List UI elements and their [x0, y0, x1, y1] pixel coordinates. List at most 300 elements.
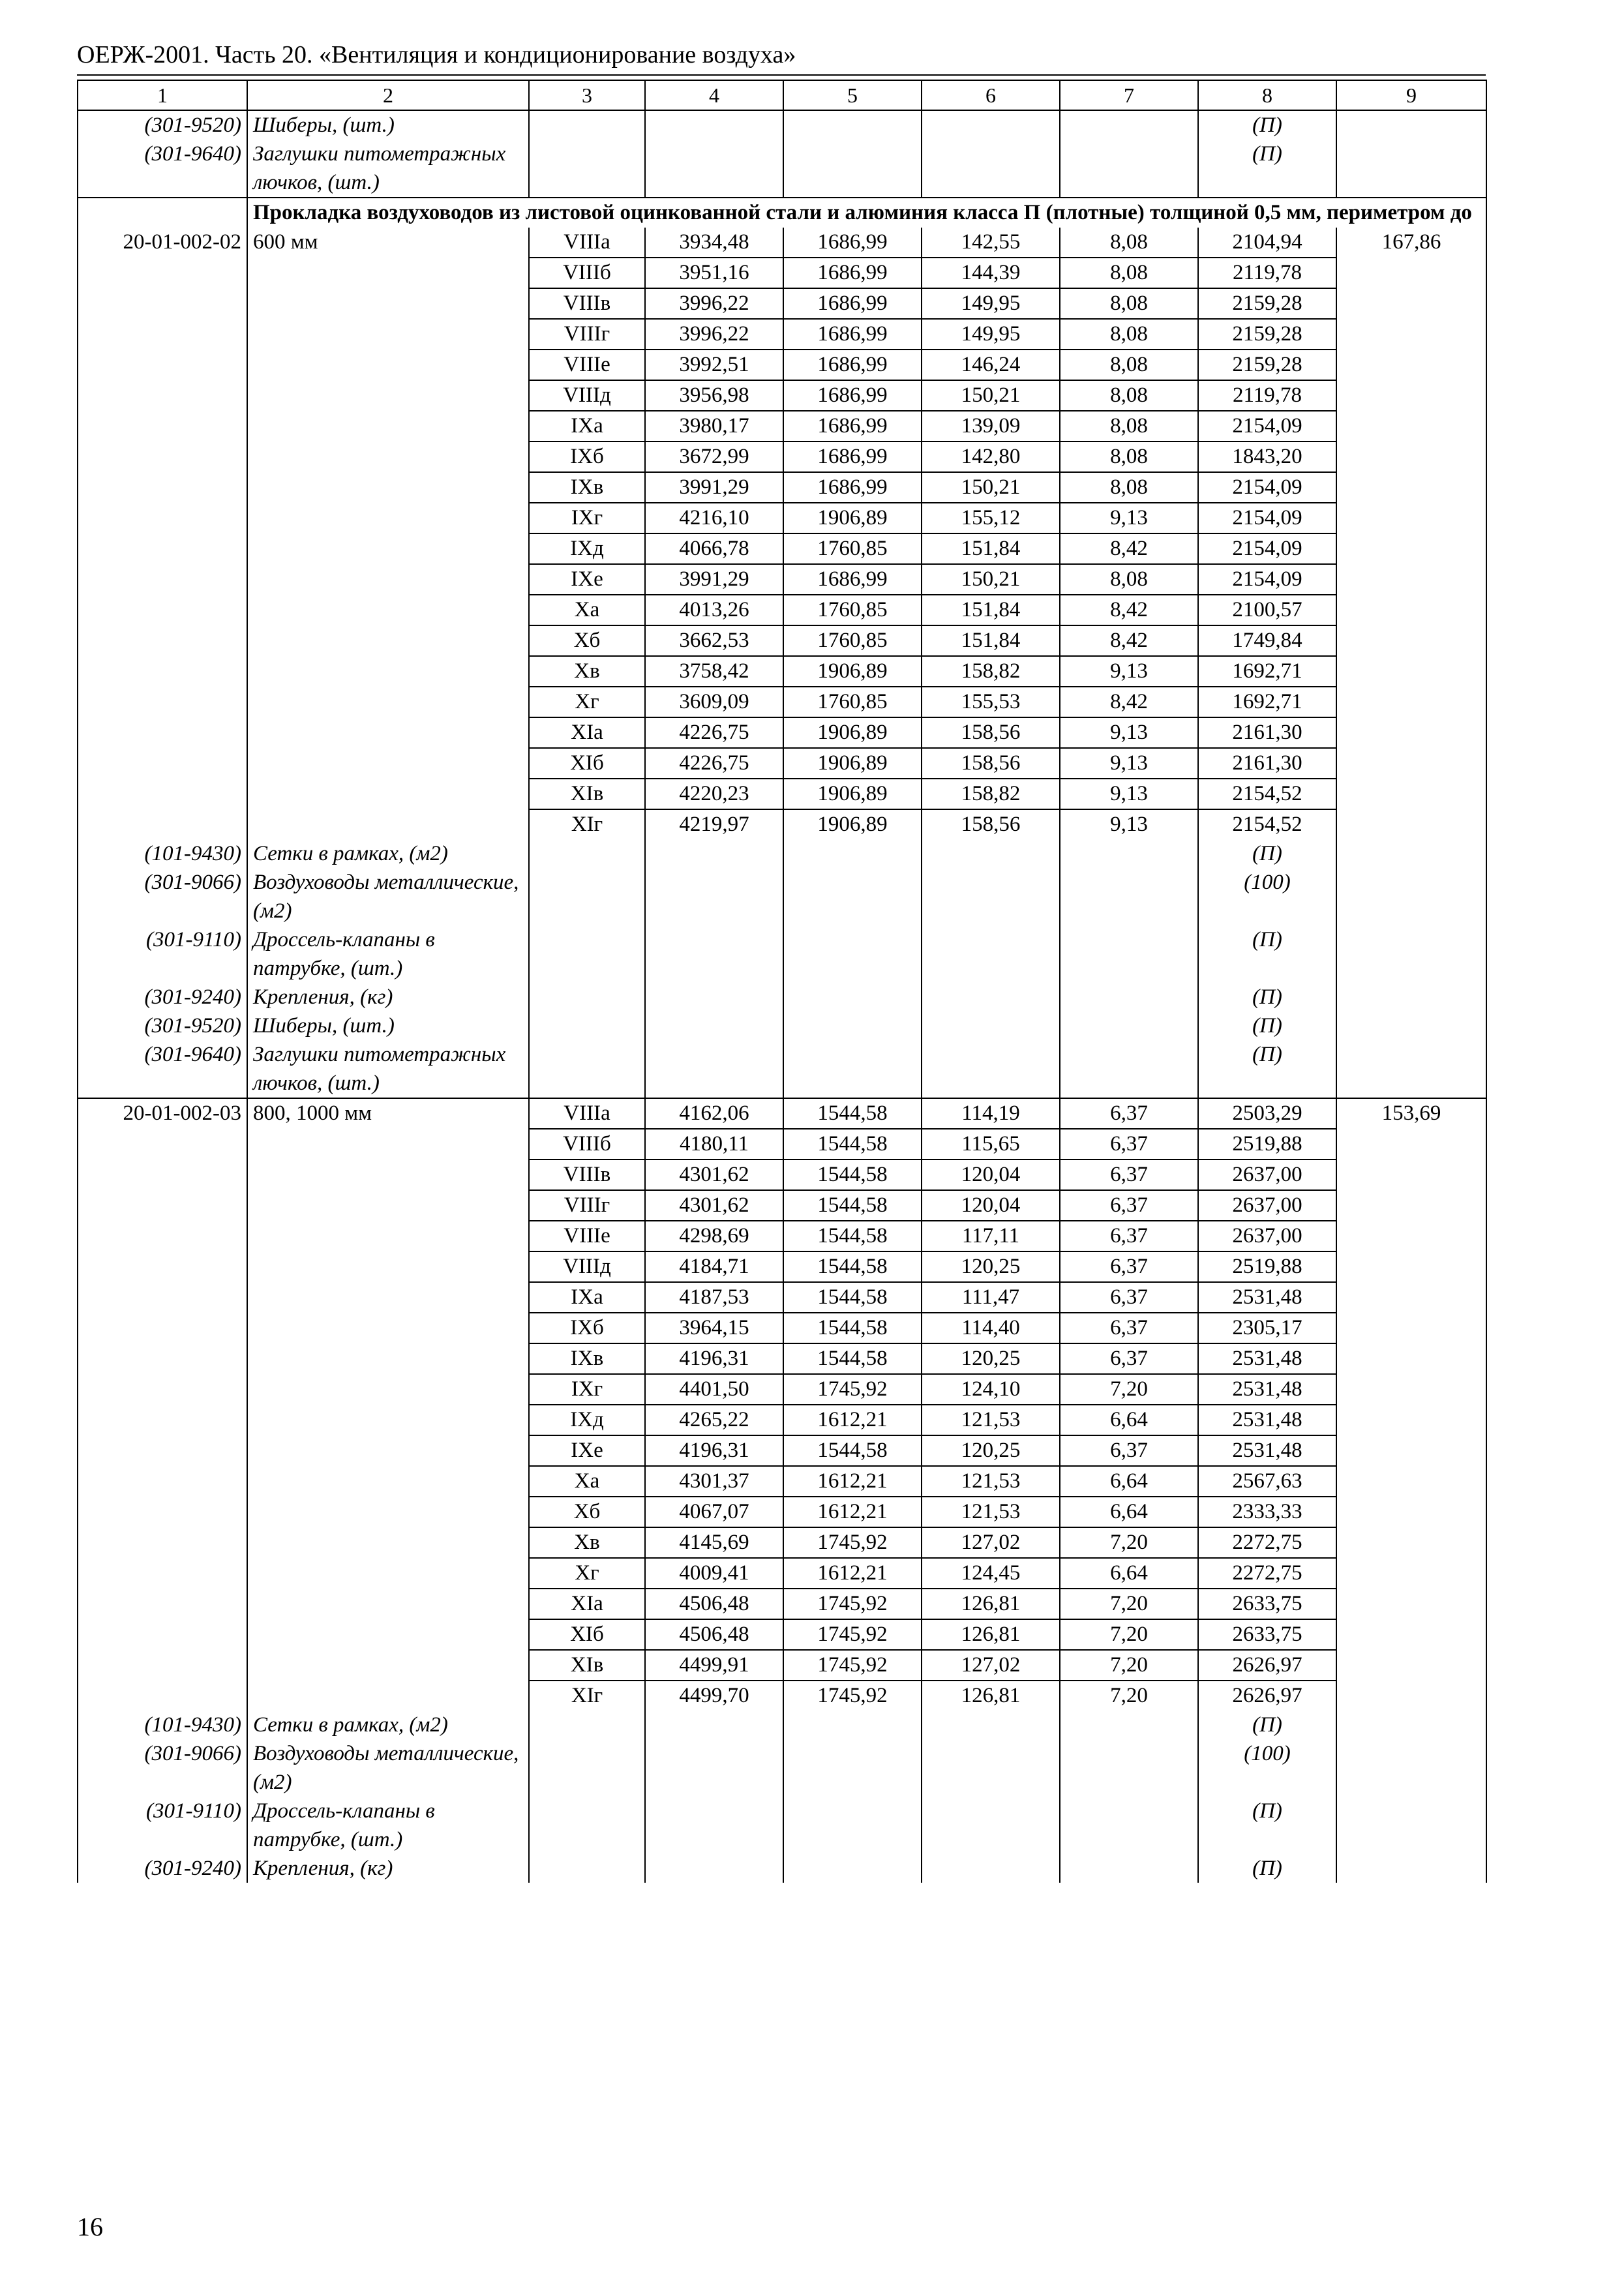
total-cost-cell: 3992,51 [645, 350, 783, 380]
labor-cell [1336, 1159, 1486, 1190]
machines-cell: 150,21 [922, 380, 1060, 411]
machines-cell: 124,10 [922, 1374, 1060, 1405]
name-cell [247, 503, 529, 533]
materials-cell: 2154,52 [1198, 779, 1336, 809]
driver-wages-cell: 6,37 [1060, 1435, 1198, 1466]
wages-cell: 1745,92 [783, 1681, 922, 1711]
materials-cell: 2272,75 [1198, 1558, 1336, 1589]
labor-cell [1336, 1251, 1486, 1282]
labor-cell [1336, 839, 1486, 868]
wages-cell [783, 1797, 922, 1854]
labor-cell [1336, 110, 1486, 140]
rate-row [78, 809, 1486, 839]
total-cost-cell: 3662,53 [645, 625, 783, 656]
machines-cell: 149,95 [922, 319, 1060, 350]
total-cost-cell: 3980,17 [645, 411, 783, 441]
driver-wages-cell [1060, 1854, 1198, 1883]
total-cost-cell: 4220,23 [645, 779, 783, 809]
labor-cell [1336, 1466, 1486, 1497]
code-cell [78, 1129, 247, 1159]
driver-wages-cell [1060, 1040, 1198, 1098]
machines-cell: 127,02 [922, 1650, 1060, 1681]
machines-cell [922, 868, 1060, 925]
labor-cell [1336, 319, 1486, 350]
materials-cell: 2119,78 [1198, 258, 1336, 288]
machines-cell: 114,19 [922, 1098, 1060, 1129]
code-cell [78, 1650, 247, 1681]
code-cell: (301-9110) [78, 1797, 247, 1854]
materials-cell: (П) [1198, 1040, 1336, 1098]
code-cell: (301-9520) [78, 1011, 247, 1040]
code-cell [78, 779, 247, 809]
total-cost-cell: 4162,06 [645, 1098, 783, 1129]
driver-wages-cell: 8,42 [1060, 595, 1198, 625]
machines-cell: 120,25 [922, 1343, 1060, 1374]
zone-cell [529, 925, 645, 983]
running-header: ОЕРЖ-2001. Часть 20. «Вентиляция и кондиционирование воздуха» [77, 41, 796, 68]
code-cell: 20-01-002-03 [78, 1098, 247, 1129]
driver-wages-cell: 7,20 [1060, 1589, 1198, 1619]
wages-cell: 1686,99 [783, 258, 922, 288]
code-cell [78, 1313, 247, 1343]
code-cell: 20-01-002-02 [78, 228, 247, 258]
zone-cell: XIб [529, 748, 645, 779]
materials-cell: 2119,78 [1198, 380, 1336, 411]
driver-wages-cell [1060, 925, 1198, 983]
zone-cell: IXд [529, 1405, 645, 1435]
rate-row [78, 1098, 1486, 1129]
zone-cell [529, 110, 645, 140]
wages-cell: 1906,89 [783, 779, 922, 809]
rate-row [78, 1527, 1486, 1558]
materials-cell: 2567,63 [1198, 1466, 1336, 1497]
material-row [78, 925, 1486, 983]
total-cost-cell: 3951,16 [645, 258, 783, 288]
zone-cell: IXв [529, 1343, 645, 1374]
machines-cell [922, 1011, 1060, 1040]
code-cell [78, 1190, 247, 1221]
wages-cell: 1906,89 [783, 809, 922, 839]
rates-table [77, 80, 1487, 1883]
machines-cell [922, 839, 1060, 868]
materials-cell: 2531,48 [1198, 1282, 1336, 1313]
rate-row [78, 1435, 1486, 1466]
wages-cell [783, 1739, 922, 1797]
code-cell [78, 1374, 247, 1405]
total-cost-cell: 3996,22 [645, 319, 783, 350]
driver-wages-cell: 6,37 [1060, 1313, 1198, 1343]
zone-cell: VIIIа [529, 228, 645, 258]
driver-wages-cell: 8,42 [1060, 533, 1198, 564]
name-cell [247, 380, 529, 411]
column-header: 7 [1060, 80, 1198, 110]
machines-cell: 151,84 [922, 533, 1060, 564]
name-cell [247, 1282, 529, 1313]
wages-cell: 1906,89 [783, 748, 922, 779]
materials-cell: 2531,48 [1198, 1435, 1336, 1466]
driver-wages-cell: 8,42 [1060, 687, 1198, 717]
materials-cell: (П) [1198, 1011, 1336, 1040]
wages-cell: 1544,58 [783, 1313, 922, 1343]
code-cell [78, 1159, 247, 1190]
rate-row [78, 564, 1486, 595]
zone-cell: VIIIб [529, 1129, 645, 1159]
total-cost-cell: 4067,07 [645, 1497, 783, 1527]
wages-cell: 1745,92 [783, 1650, 922, 1681]
total-cost-cell: 4499,70 [645, 1681, 783, 1711]
rate-row [78, 503, 1486, 533]
wages-cell [783, 1854, 922, 1883]
labor-cell [1336, 1374, 1486, 1405]
machines-cell: 117,11 [922, 1221, 1060, 1251]
rate-row [78, 1589, 1486, 1619]
labor-cell [1336, 687, 1486, 717]
name-cell [247, 1619, 529, 1650]
material-row [78, 1040, 1486, 1098]
name-cell: Крепления, (кг) [247, 1854, 529, 1883]
materials-cell: 2154,09 [1198, 533, 1336, 564]
total-cost-cell: 4013,26 [645, 595, 783, 625]
zone-cell: XIа [529, 717, 645, 748]
total-cost-cell: 3991,29 [645, 564, 783, 595]
wages-cell: 1760,85 [783, 595, 922, 625]
total-cost-cell [645, 1854, 783, 1883]
zone-cell: XIг [529, 1681, 645, 1711]
zone-cell: IXб [529, 1313, 645, 1343]
column-header: 2 [247, 80, 529, 110]
name-cell [247, 1527, 529, 1558]
materials-cell: 1843,20 [1198, 441, 1336, 472]
machines-cell [922, 140, 1060, 198]
machines-cell [922, 925, 1060, 983]
machines-cell: 151,84 [922, 625, 1060, 656]
zone-cell: XIа [529, 1589, 645, 1619]
column-number-row [78, 80, 1486, 110]
code-cell [78, 1527, 247, 1558]
driver-wages-cell [1060, 839, 1198, 868]
rate-row [78, 1650, 1486, 1681]
labor-cell [1336, 983, 1486, 1011]
rate-row [78, 1129, 1486, 1159]
zone-cell: VIIIб [529, 258, 645, 288]
labor-cell [1336, 656, 1486, 687]
wages-cell [783, 1040, 922, 1098]
wages-cell: 1612,21 [783, 1466, 922, 1497]
rate-row [78, 748, 1486, 779]
code-cell: (301-9066) [78, 1739, 247, 1797]
name-cell [247, 1374, 529, 1405]
name-cell [247, 411, 529, 441]
total-cost-cell: 4506,48 [645, 1619, 783, 1650]
labor-cell [1336, 411, 1486, 441]
total-cost-cell: 4219,97 [645, 809, 783, 839]
zone-cell: Xг [529, 1558, 645, 1589]
labor-cell [1336, 1221, 1486, 1251]
total-cost-cell: 3609,09 [645, 687, 783, 717]
name-cell [247, 1343, 529, 1374]
machines-cell: 158,56 [922, 717, 1060, 748]
labor-cell [1336, 380, 1486, 411]
code-cell: (101-9430) [78, 1711, 247, 1739]
labor-cell [1336, 1854, 1486, 1883]
name-cell: Сетки в рамках, (м2) [247, 1711, 529, 1739]
rate-row [78, 1313, 1486, 1343]
driver-wages-cell [1060, 868, 1198, 925]
labor-cell [1336, 1619, 1486, 1650]
code-cell [78, 258, 247, 288]
zone-cell [529, 1711, 645, 1739]
rate-row [78, 319, 1486, 350]
wages-cell: 1686,99 [783, 319, 922, 350]
name-cell [247, 1313, 529, 1343]
machines-cell: 121,53 [922, 1497, 1060, 1527]
labor-cell [1336, 140, 1486, 198]
material-row [78, 839, 1486, 868]
rate-row [78, 625, 1486, 656]
driver-wages-cell: 7,20 [1060, 1650, 1198, 1681]
machines-cell: 146,24 [922, 350, 1060, 380]
zone-cell: IXв [529, 472, 645, 503]
name-cell [247, 1251, 529, 1282]
materials-cell: 2272,75 [1198, 1527, 1336, 1558]
materials-cell: (П) [1198, 1854, 1336, 1883]
wages-cell: 1760,85 [783, 625, 922, 656]
materials-cell: 2531,48 [1198, 1405, 1336, 1435]
wages-cell [783, 110, 922, 140]
driver-wages-cell: 6,37 [1060, 1251, 1198, 1282]
total-cost-cell: 3758,42 [645, 656, 783, 687]
column-header: 8 [1198, 80, 1336, 110]
rate-row [78, 595, 1486, 625]
code-cell [78, 319, 247, 350]
name-cell [247, 779, 529, 809]
name-cell: 600 мм [247, 228, 529, 258]
labor-cell [1336, 1527, 1486, 1558]
section-spacer [78, 198, 247, 228]
name-cell [247, 625, 529, 656]
wages-cell: 1544,58 [783, 1343, 922, 1374]
rate-row [78, 441, 1486, 472]
wages-cell: 1544,58 [783, 1221, 922, 1251]
column-header: 6 [922, 80, 1060, 110]
total-cost-cell: 4499,91 [645, 1650, 783, 1681]
column-header: 9 [1336, 80, 1486, 110]
rate-row [78, 1343, 1486, 1374]
materials-cell: 2633,75 [1198, 1589, 1336, 1619]
materials-cell: 1692,71 [1198, 687, 1336, 717]
total-cost-cell [645, 110, 783, 140]
materials-cell: 2159,28 [1198, 288, 1336, 319]
machines-cell: 115,65 [922, 1129, 1060, 1159]
zone-cell: VIIIе [529, 1221, 645, 1251]
materials-cell: 2305,17 [1198, 1313, 1336, 1343]
rate-row [78, 1190, 1486, 1221]
labor-cell [1336, 564, 1486, 595]
machines-cell [922, 1739, 1060, 1797]
labor-cell [1336, 1129, 1486, 1159]
name-cell [247, 564, 529, 595]
rate-row [78, 1619, 1486, 1650]
name-cell: Заглушки питометражных лючков, (шт.) [247, 1040, 529, 1098]
machines-cell: 142,80 [922, 441, 1060, 472]
code-cell: (301-9640) [78, 1040, 247, 1098]
column-header: 1 [78, 80, 247, 110]
wages-cell [783, 983, 922, 1011]
zone-cell: IXг [529, 1374, 645, 1405]
driver-wages-cell: 8,08 [1060, 228, 1198, 258]
name-cell [247, 809, 529, 839]
rate-row [78, 1681, 1486, 1711]
zone-cell: Xб [529, 1497, 645, 1527]
code-cell [78, 1221, 247, 1251]
name-cell: Дроссель-клапаны в патрубке, (шт.) [247, 925, 529, 983]
labor-cell [1336, 1405, 1486, 1435]
zone-cell [529, 1797, 645, 1854]
driver-wages-cell: 9,13 [1060, 809, 1198, 839]
materials-cell: (П) [1198, 983, 1336, 1011]
driver-wages-cell: 9,13 [1060, 503, 1198, 533]
name-cell: Заглушки питометражных лючков, (шт.) [247, 140, 529, 198]
wages-cell: 1612,21 [783, 1497, 922, 1527]
materials-cell: 2626,97 [1198, 1650, 1336, 1681]
machines-cell: 120,04 [922, 1190, 1060, 1221]
rate-row [78, 380, 1486, 411]
labor-cell [1336, 595, 1486, 625]
material-row [78, 140, 1486, 198]
material-row [78, 1854, 1486, 1883]
total-cost-cell [645, 1040, 783, 1098]
driver-wages-cell: 7,20 [1060, 1681, 1198, 1711]
materials-cell: 2333,33 [1198, 1497, 1336, 1527]
labor-cell [1336, 809, 1486, 839]
materials-cell: (П) [1198, 839, 1336, 868]
materials-cell: 2154,52 [1198, 809, 1336, 839]
total-cost-cell [645, 1739, 783, 1797]
materials-cell: (100) [1198, 868, 1336, 925]
code-cell [78, 533, 247, 564]
wages-cell: 1612,21 [783, 1405, 922, 1435]
machines-cell: 121,53 [922, 1405, 1060, 1435]
zone-cell: Xа [529, 595, 645, 625]
zone-cell: Xб [529, 625, 645, 656]
wages-cell [783, 868, 922, 925]
machines-cell: 158,82 [922, 779, 1060, 809]
wages-cell: 1612,21 [783, 1558, 922, 1589]
total-cost-cell [645, 1711, 783, 1739]
code-cell [78, 1405, 247, 1435]
zone-cell [529, 1854, 645, 1883]
material-row [78, 983, 1486, 1011]
zone-cell: VIIIг [529, 319, 645, 350]
zone-cell: IXе [529, 1435, 645, 1466]
name-cell [247, 717, 529, 748]
total-cost-cell: 4401,50 [645, 1374, 783, 1405]
code-cell: (301-9240) [78, 983, 247, 1011]
driver-wages-cell [1060, 1011, 1198, 1040]
machines-cell: 120,25 [922, 1435, 1060, 1466]
material-row [78, 1011, 1486, 1040]
machines-cell: 158,56 [922, 748, 1060, 779]
materials-cell: (П) [1198, 1797, 1336, 1854]
materials-cell: 2154,09 [1198, 503, 1336, 533]
driver-wages-cell: 6,37 [1060, 1129, 1198, 1159]
total-cost-cell: 4009,41 [645, 1558, 783, 1589]
zone-cell: Xг [529, 687, 645, 717]
rate-row [78, 1282, 1486, 1313]
wages-cell: 1544,58 [783, 1251, 922, 1282]
machines-cell [922, 983, 1060, 1011]
machines-cell: 126,81 [922, 1681, 1060, 1711]
labor-cell [1336, 1343, 1486, 1374]
total-cost-cell [645, 1797, 783, 1854]
total-cost-cell [645, 839, 783, 868]
code-cell [78, 1466, 247, 1497]
rate-row [78, 228, 1486, 258]
total-cost-cell: 4506,48 [645, 1589, 783, 1619]
total-cost-cell: 4298,69 [645, 1221, 783, 1251]
driver-wages-cell: 8,08 [1060, 319, 1198, 350]
zone-cell [529, 140, 645, 198]
machines-cell [922, 1797, 1060, 1854]
labor-cell [1336, 1040, 1486, 1098]
materials-cell: 2531,48 [1198, 1374, 1336, 1405]
rate-row [78, 472, 1486, 503]
zone-cell [529, 1011, 645, 1040]
driver-wages-cell: 7,20 [1060, 1527, 1198, 1558]
total-cost-cell: 4301,62 [645, 1190, 783, 1221]
total-cost-cell: 4301,37 [645, 1466, 783, 1497]
rate-row [78, 656, 1486, 687]
header-rule [77, 74, 1486, 76]
code-cell [78, 288, 247, 319]
wages-cell: 1686,99 [783, 228, 922, 258]
material-row [78, 110, 1486, 140]
driver-wages-cell [1060, 140, 1198, 198]
code-cell [78, 1251, 247, 1282]
wages-cell: 1906,89 [783, 656, 922, 687]
zone-cell: XIв [529, 1650, 645, 1681]
machines-cell: 151,84 [922, 595, 1060, 625]
wages-cell: 1544,58 [783, 1190, 922, 1221]
wages-cell: 1686,99 [783, 441, 922, 472]
zone-cell: Xв [529, 1527, 645, 1558]
name-cell: Дроссель-клапаны в патрубке, (шт.) [247, 1797, 529, 1854]
driver-wages-cell: 6,37 [1060, 1282, 1198, 1313]
code-cell [78, 1343, 247, 1374]
total-cost-cell: 4265,22 [645, 1405, 783, 1435]
labor-cell: 167,86 [1336, 228, 1486, 258]
materials-cell: 2159,28 [1198, 350, 1336, 380]
labor-cell: 153,69 [1336, 1098, 1486, 1129]
wages-cell [783, 1711, 922, 1739]
total-cost-cell: 4180,11 [645, 1129, 783, 1159]
code-cell [78, 1558, 247, 1589]
wages-cell: 1745,92 [783, 1527, 922, 1558]
materials-cell: 2531,48 [1198, 1343, 1336, 1374]
name-cell: Крепления, (кг) [247, 983, 529, 1011]
machines-cell: 124,45 [922, 1558, 1060, 1589]
materials-cell: 1692,71 [1198, 656, 1336, 687]
name-cell: Воздуховоды металлические, (м2) [247, 868, 529, 925]
rate-row [78, 1558, 1486, 1589]
machines-cell: 120,04 [922, 1159, 1060, 1190]
section-heading: Прокладка воздуховодов из листовой оцинкованной стали и алюминия класса П (плотные) толщиной 0,5 мм, периметром до [247, 198, 1486, 228]
zone-cell [529, 868, 645, 925]
wages-cell: 1745,92 [783, 1619, 922, 1650]
driver-wages-cell [1060, 1711, 1198, 1739]
driver-wages-cell: 8,08 [1060, 441, 1198, 472]
code-cell [78, 625, 247, 656]
